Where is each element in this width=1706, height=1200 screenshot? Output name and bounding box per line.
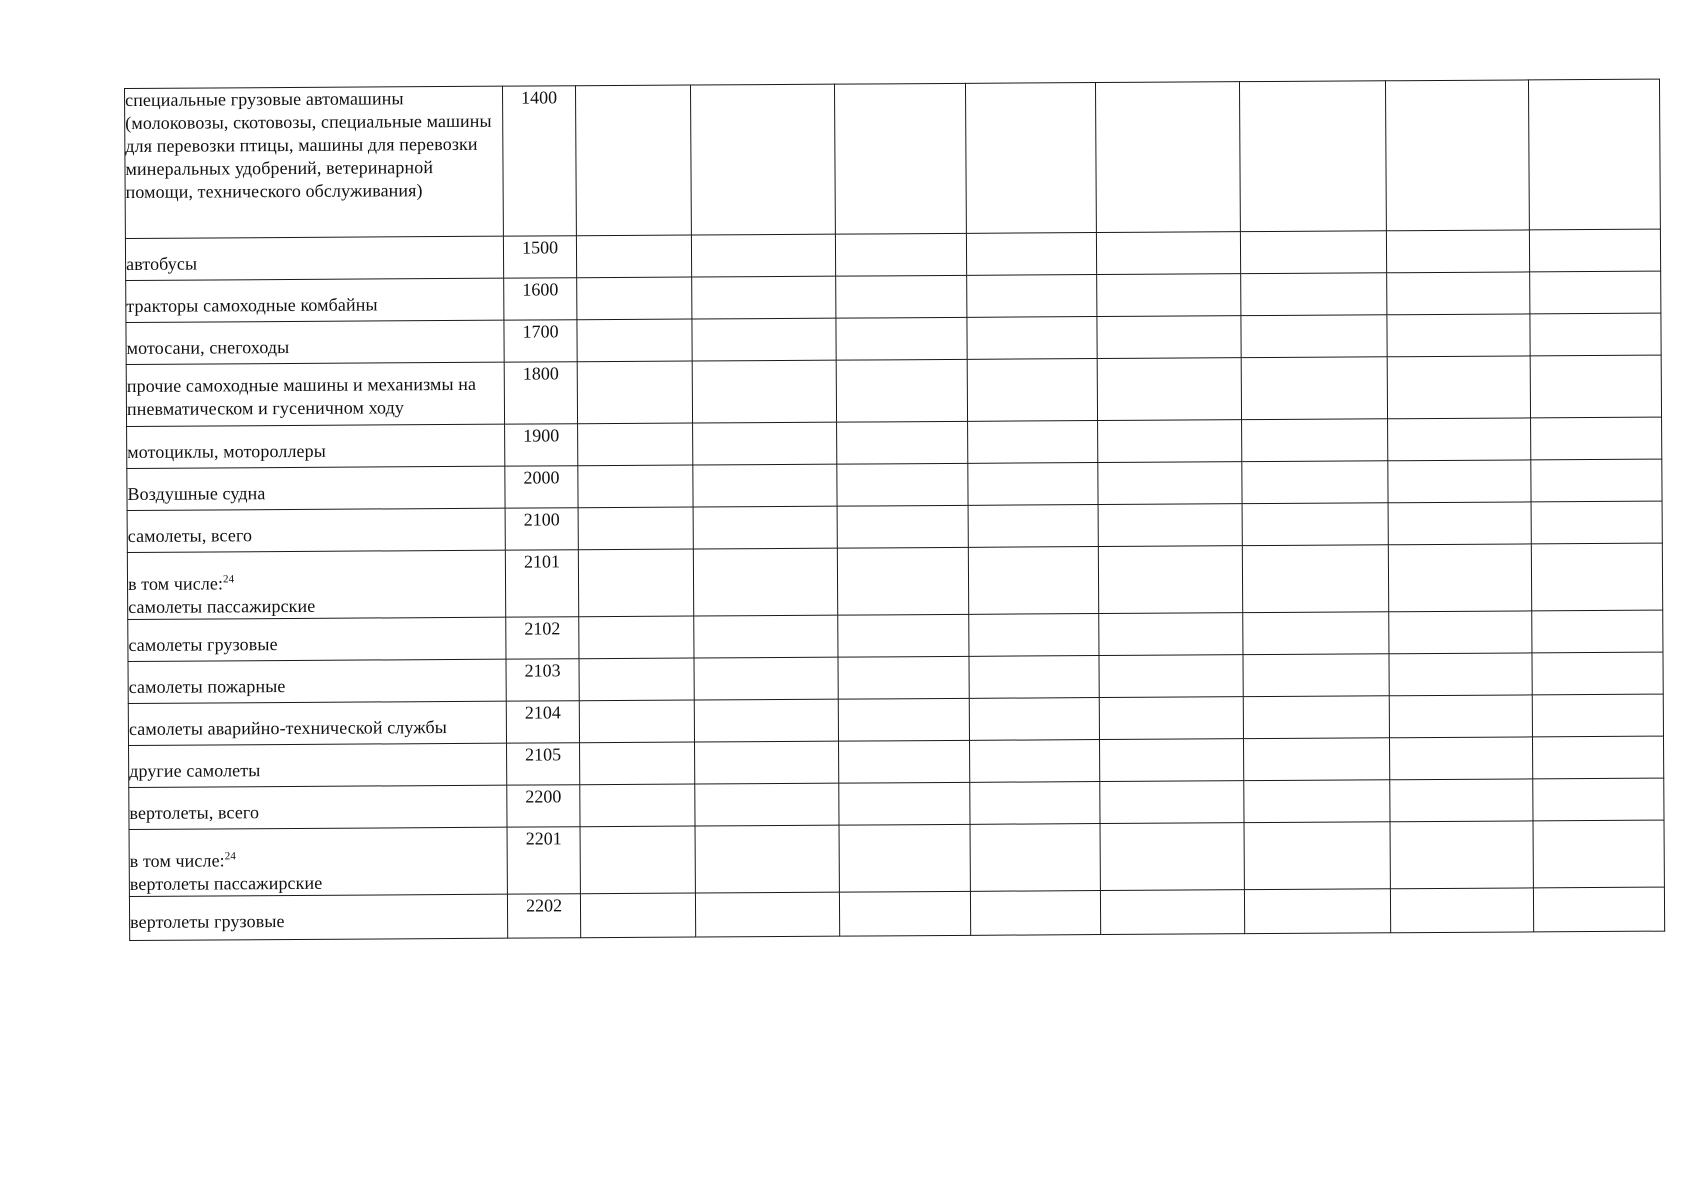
row-label-text: самолеты грузовые	[128, 634, 278, 655]
data-entry-cell[interactable]	[690, 84, 835, 235]
data-entry-cell[interactable]	[1532, 652, 1663, 695]
row-label-cell	[129, 785, 507, 829]
row-label-cell	[128, 701, 506, 745]
row-code-cell: 2103	[506, 659, 580, 701]
row-code-cell: 2104	[506, 701, 580, 743]
row-label-cell	[126, 320, 504, 364]
row-label-prefix-text: в том числе:	[127, 573, 224, 594]
data-entry-cell[interactable]	[1385, 80, 1529, 231]
data-entry-cell[interactable]	[840, 891, 971, 936]
data-entry-cell[interactable]	[1387, 356, 1531, 419]
data-entry-cell[interactable]	[1242, 503, 1388, 546]
data-entry-cell[interactable]	[1386, 272, 1529, 315]
data-entry-cell[interactable]	[1098, 420, 1243, 463]
table-row	[126, 355, 1661, 426]
data-entry-cell[interactable]	[1531, 459, 1662, 502]
data-entry-cell[interactable]	[837, 463, 968, 506]
data-entry-cell[interactable]	[1243, 654, 1389, 697]
data-entry-cell[interactable]	[969, 698, 1099, 741]
data-entry-cell[interactable]	[1097, 316, 1242, 359]
data-entry-cell[interactable]	[691, 234, 836, 277]
row-label-prefix	[130, 848, 507, 873]
data-entry-cell[interactable]	[1532, 694, 1663, 737]
data-entry-cell[interactable]	[1096, 82, 1241, 233]
data-entry-cell[interactable]	[1533, 820, 1665, 888]
data-entry-cell[interactable]	[966, 83, 1097, 234]
data-entry-cell[interactable]	[694, 741, 839, 784]
data-entry-cell[interactable]	[577, 277, 692, 320]
row-label-cell	[127, 424, 505, 468]
row-label-cell	[129, 894, 507, 940]
data-entry-cell[interactable]	[970, 824, 1100, 892]
data-entry-cell[interactable]	[1390, 888, 1533, 933]
data-entry-cell[interactable]	[1389, 653, 1532, 696]
data-entry-cell[interactable]	[1530, 355, 1661, 418]
data-entry-cell[interactable]	[695, 783, 840, 826]
data-entry-cell[interactable]	[967, 233, 1097, 276]
data-entry-cell[interactable]	[1389, 737, 1532, 780]
row-label-cell	[125, 86, 504, 238]
row-label-text: мотоциклы, мотороллеры	[127, 440, 326, 462]
data-entry-cell[interactable]	[1530, 417, 1661, 460]
row-label-text: тракторы самоходные комбайны	[126, 294, 378, 316]
row-code-cell: 1800	[504, 362, 578, 424]
row-code-cell: 2105	[506, 743, 580, 785]
row-label-cell	[129, 743, 507, 787]
data-entry-cell[interactable]	[1245, 889, 1391, 934]
data-entry-cell[interactable]	[968, 463, 1098, 506]
data-entry-cell[interactable]	[1098, 504, 1243, 547]
data-entry-cell[interactable]	[1243, 545, 1389, 613]
row-label-text: Воздушные судна	[127, 483, 266, 504]
data-entry-cell[interactable]	[838, 547, 969, 615]
data-entry-cell[interactable]	[970, 782, 1100, 825]
data-entry-cell[interactable]	[1528, 79, 1660, 230]
row-label-prefix-text: в том числе:	[129, 850, 225, 871]
data-entry-cell[interactable]	[576, 85, 691, 236]
row-code-cell: 1900	[504, 424, 578, 466]
data-entry-cell[interactable]	[1530, 271, 1661, 314]
data-entry-cell[interactable]	[693, 506, 838, 549]
vehicle-table	[124, 79, 1665, 941]
row-label-text: вертолеты грузовые	[130, 911, 285, 932]
data-entry-cell[interactable]	[969, 547, 1099, 615]
data-entry-cell[interactable]	[1101, 890, 1246, 935]
data-entry-cell[interactable]	[835, 83, 967, 234]
row-code-cell: 1700	[504, 320, 578, 362]
data-entry-cell[interactable]	[577, 235, 692, 278]
row-code-cell: 2102	[505, 617, 579, 659]
data-entry-cell[interactable]	[578, 423, 693, 466]
data-entry-cell[interactable]	[971, 891, 1101, 936]
row-label-text: самолеты пожарные	[128, 676, 286, 697]
table-row	[129, 820, 1664, 896]
data-entry-cell[interactable]	[1097, 358, 1242, 421]
data-entry-cell[interactable]	[695, 892, 840, 937]
data-entry-cell[interactable]	[1532, 736, 1663, 779]
data-entry-cell[interactable]	[967, 359, 1097, 422]
data-entry-cell[interactable]	[693, 464, 838, 507]
data-entry-cell[interactable]	[1100, 781, 1245, 824]
data-entry-cell[interactable]	[1098, 546, 1243, 614]
row-label-text: самолеты аварийно-технической службы	[128, 717, 448, 739]
data-entry-cell[interactable]	[693, 548, 838, 616]
row-label-cell	[128, 617, 506, 661]
data-entry-cell[interactable]	[1386, 230, 1529, 273]
data-entry-cell[interactable]	[694, 699, 839, 742]
data-entry-cell[interactable]	[839, 824, 970, 892]
row-code-cell: 1600	[503, 278, 577, 320]
data-entry-cell[interactable]	[1098, 462, 1243, 505]
data-entry-cell[interactable]	[838, 698, 969, 741]
data-entry-cell[interactable]	[836, 317, 967, 360]
row-label-text: вертолеты пассажирские	[129, 872, 323, 894]
data-entry-cell[interactable]	[968, 505, 1098, 548]
data-entry-cell[interactable]	[692, 360, 837, 423]
data-entry-cell[interactable]	[578, 465, 693, 508]
data-entry-cell[interactable]	[694, 657, 839, 700]
data-entry-cell[interactable]	[839, 782, 970, 825]
data-entry-cell[interactable]	[579, 616, 694, 659]
data-entry-cell[interactable]	[1244, 696, 1390, 739]
data-entry-cell[interactable]	[1529, 229, 1660, 272]
data-entry-cell[interactable]	[969, 614, 1099, 657]
data-entry-cell[interactable]	[967, 317, 1097, 360]
data-entry-cell[interactable]	[1531, 501, 1662, 544]
data-entry-cell[interactable]	[579, 658, 694, 701]
row-label-text: мотосани, снегоходы	[126, 336, 290, 358]
data-entry-cell[interactable]	[580, 700, 695, 743]
data-entry-cell[interactable]	[692, 318, 837, 361]
row-label-cell	[127, 466, 505, 510]
row-label-text: другие самолеты	[129, 760, 261, 781]
row-code-cell: 2000	[505, 466, 579, 508]
data-entry-cell[interactable]	[693, 422, 838, 465]
data-entry-cell[interactable]	[967, 275, 1097, 318]
data-entry-cell[interactable]	[1242, 419, 1388, 462]
row-label-cell	[126, 278, 504, 322]
row-label-text: самолеты пассажирские	[128, 595, 316, 617]
data-entry-cell[interactable]	[1241, 273, 1387, 316]
row-label-cell	[126, 362, 504, 426]
data-entry-cell[interactable]	[1242, 461, 1388, 504]
data-entry-cell[interactable]	[969, 656, 1099, 699]
data-entry-cell[interactable]	[968, 421, 1098, 464]
row-label-text: автобусы	[126, 253, 198, 274]
data-entry-cell[interactable]	[836, 275, 967, 318]
row-label-cell	[128, 659, 506, 703]
data-entry-cell[interactable]	[577, 319, 692, 362]
data-entry-cell[interactable]	[579, 549, 694, 617]
data-entry-cell[interactable]	[838, 656, 969, 699]
data-entry-cell[interactable]	[837, 421, 968, 464]
row-code-cell: 2100	[505, 508, 579, 550]
data-entry-cell[interactable]	[1097, 232, 1242, 275]
data-entry-cell[interactable]	[1244, 780, 1390, 823]
data-entry-cell[interactable]	[695, 825, 840, 893]
row-code-cell: 2101	[505, 550, 579, 617]
data-entry-cell[interactable]	[1531, 543, 1663, 611]
data-entry-cell[interactable]	[580, 784, 695, 827]
data-entry-cell[interactable]	[1530, 313, 1661, 356]
row-label-text: прочие самоходные машины и механизмы на пневматическом и гусеничном ходу	[126, 373, 477, 419]
data-entry-cell[interactable]	[1240, 81, 1386, 232]
data-entry-cell[interactable]	[1242, 357, 1388, 420]
data-entry-cell[interactable]	[580, 826, 695, 894]
data-entry-cell[interactable]	[1533, 778, 1664, 821]
data-entry-cell[interactable]	[1387, 314, 1530, 357]
row-label-cell	[127, 508, 505, 552]
data-entry-cell[interactable]	[1387, 418, 1530, 461]
data-entry-cell[interactable]	[1532, 610, 1663, 653]
data-entry-cell[interactable]	[1100, 823, 1245, 891]
table-row	[129, 887, 1664, 940]
row-code-cell: 2201	[507, 827, 581, 894]
table-body	[125, 79, 1665, 940]
data-entry-cell[interactable]	[692, 276, 837, 319]
data-entry-cell[interactable]	[1390, 779, 1533, 822]
data-entry-cell[interactable]	[1388, 544, 1532, 612]
data-entry-cell[interactable]	[579, 507, 694, 550]
row-label-cell	[129, 827, 507, 896]
data-entry-cell[interactable]	[970, 740, 1100, 783]
table-row	[127, 543, 1662, 619]
data-entry-cell[interactable]	[1100, 739, 1245, 782]
row-code-cell: 1400	[502, 86, 577, 236]
data-entry-cell[interactable]	[836, 359, 967, 422]
data-entry-cell[interactable]	[1241, 315, 1387, 358]
data-entry-cell[interactable]	[578, 361, 693, 424]
row-label-cell	[127, 550, 505, 619]
data-entry-cell[interactable]	[1244, 822, 1390, 890]
data-entry-cell[interactable]	[1241, 231, 1387, 274]
data-entry-cell[interactable]	[1388, 611, 1531, 654]
data-entry-cell[interactable]	[1243, 612, 1389, 655]
data-entry-cell[interactable]	[1388, 460, 1531, 503]
row-label-text: самолеты, всего	[127, 525, 253, 546]
row-label-prefix	[128, 571, 505, 596]
data-entry-cell[interactable]	[581, 893, 696, 938]
data-entry-cell[interactable]	[837, 505, 968, 548]
row-code-cell: 1500	[503, 236, 577, 278]
row-code-cell: 2202	[507, 894, 581, 938]
row-code-cell: 2200	[506, 785, 580, 827]
data-entry-cell[interactable]	[1097, 274, 1242, 317]
data-entry-cell[interactable]	[694, 615, 839, 658]
data-entry-cell[interactable]	[1099, 655, 1244, 698]
data-entry-cell[interactable]	[1389, 695, 1532, 738]
row-label-text: специальные грузовые автомашины (молоковозы, скотовозы, специальные машины для перевозки птицы, машины для перевозки минеральных удобрений, ветеринарной помощи, технического обслуживания)	[125, 88, 492, 202]
row-label-cell	[125, 236, 503, 280]
footnote-mark: 24	[222, 573, 235, 586]
data-entry-cell[interactable]	[1388, 502, 1531, 545]
form-table-sheet	[124, 79, 1665, 941]
data-entry-cell[interactable]	[1099, 697, 1244, 740]
data-entry-cell[interactable]	[1244, 738, 1390, 781]
data-entry-cell[interactable]	[1533, 887, 1664, 932]
data-entry-cell[interactable]	[1390, 821, 1534, 889]
data-entry-cell[interactable]	[836, 233, 967, 276]
data-entry-cell[interactable]	[839, 740, 970, 783]
data-entry-cell[interactable]	[580, 742, 695, 785]
data-entry-cell[interactable]	[1099, 613, 1244, 656]
footnote-mark: 24	[224, 850, 236, 863]
data-entry-cell[interactable]	[838, 614, 969, 657]
table-row	[125, 79, 1661, 238]
row-label-text: вертолеты, всего	[129, 802, 260, 823]
